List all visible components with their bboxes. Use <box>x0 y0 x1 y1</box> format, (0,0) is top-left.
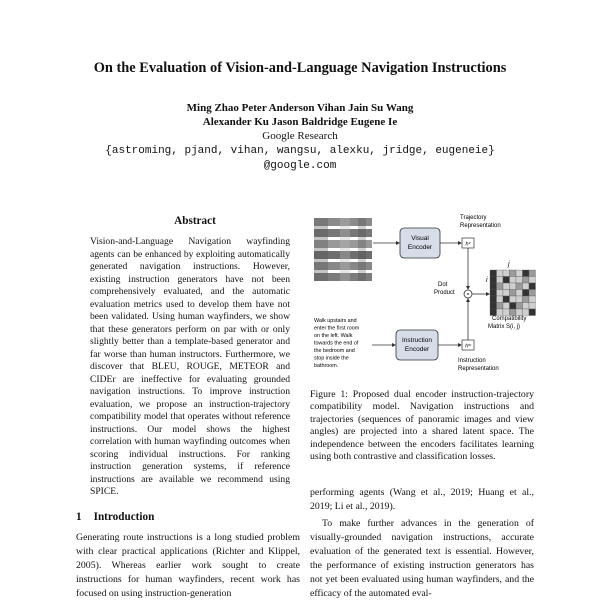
matrix-cell <box>516 277 523 284</box>
matrix-cell <box>510 283 517 290</box>
abstract-paragraph: Vision-and-Language Navigation wayfinding agents can be enhanced by exploiting automatically generated navigation instructions. However, existing instruction generators have not been comprehensively evaluated, and the automatic evaluation metrics used to develop them have not been validated. Using human wayfinders, we show that these generators perform on par with or only slightly better than a template-based generator and far worse than human instructors. Furthermore, we discover that BLEU, ROUGE, METEOR and CIDEr are ineffective for evaluating grounded navigation instructions. To improve instruction evaluation, we propose an instruction-trajectory compatibility model that operates without reference instructions. Our model shows the highest correlation with human wayfinding outcomes when scoring individual instructions. For ranking instruction generation systems, if reference instructions are available we recommend using SPICE. <box>90 236 290 497</box>
intro-text-right-1 <box>310 486 534 514</box>
matrix-cell <box>503 303 510 310</box>
matrix-cell <box>516 290 523 297</box>
figure-1 <box>310 210 550 380</box>
matrix-cell <box>510 290 517 297</box>
authors-line-2: Alexander Ku Jason Baldridge Eugene Ie <box>202 116 398 128</box>
matrix-cell <box>516 283 523 290</box>
compat-label-1: Compatibility <box>492 316 527 322</box>
compatibility-matrix <box>490 270 536 316</box>
instruction-encoder-label-2: Encoder <box>404 346 430 353</box>
matrix-cell <box>516 303 523 310</box>
paper-title: On the Evaluation of Vision-and-Language Navigation Instructions <box>93 60 507 76</box>
instruction-line: on the left. Walk <box>314 333 353 339</box>
intro-paragraph-left: Generating route instructions is a long studied problem with clear practical applications (Richter and Klippel, 2005). Whereas earlier work sought to create instructions for human wayfinders, recent work has focused on using instruction-generation <box>76 532 300 599</box>
matrix-cell <box>503 277 510 284</box>
intro-paragraph-right-1: performing agents (Wang et al., 2019; Huang et al., 2019; Li et al., 2019). <box>310 487 534 512</box>
hw-symbol: hʷ <box>465 343 471 350</box>
matrix-cell <box>510 296 517 303</box>
matrix-cell <box>516 270 523 277</box>
intro-paragraph-right-2: To make further advances in the generation of visually-grounded navigation instructions, accurate evaluation of the generated text is essential. However, the performance of existing instruction generators has not yet been evaluated using human wayfinders, and the efficacy of the automated eval- <box>310 518 534 599</box>
matrix-cell <box>490 283 497 290</box>
matrix-cell <box>497 303 504 310</box>
panorama-images <box>314 218 372 281</box>
authors-line-1: Ming Zhao Peter Anderson Vihan Jain Su Wang <box>186 102 414 114</box>
matrix-cell <box>523 296 530 303</box>
trajectory-label-2: Representation <box>460 223 501 229</box>
matrix-cell <box>510 270 517 277</box>
instruction-rep-label-2: Representation <box>458 366 499 372</box>
instruction-line: Walk upstairs and <box>314 318 357 324</box>
matrix-cell <box>523 290 530 297</box>
matrix-cell <box>529 309 536 316</box>
matrix-cell <box>523 309 530 316</box>
matrix-cell <box>497 296 504 303</box>
matrix-cell <box>497 309 504 316</box>
instruction-rep-label-1: Instruction <box>458 358 486 364</box>
matrix-cell <box>490 296 497 303</box>
matrix-cell <box>529 296 536 303</box>
matrix-cell <box>497 290 504 297</box>
matrix-j-label: j <box>508 261 510 268</box>
section-title: Introduction <box>93 511 155 523</box>
matrix-cell <box>529 283 536 290</box>
intro-text-right-2 <box>310 517 534 601</box>
matrix-cell <box>510 303 517 310</box>
trajectory-label-1: Trajectory <box>460 215 487 221</box>
visual-encoder-label-2: Encoder <box>407 244 433 251</box>
abstract-text <box>90 236 290 499</box>
matrix-cell <box>523 283 530 290</box>
matrix-cell <box>523 303 530 310</box>
matrix-cell <box>503 309 510 316</box>
matrix-cell <box>497 277 504 284</box>
section-number: 1 <box>76 511 82 523</box>
dot-product-label-1: Dot <box>438 282 448 288</box>
caption-text: Figure 1: Proposed dual encoder instruction-trajectory compatibility model. Navigation instructions and trajectories (sequences of panoramic images and view angles) are projected into a shared latent space. The independence between the encoders facilitates learning using both contrastive and classification losses. <box>310 389 534 463</box>
matrix-cell <box>529 290 536 297</box>
matrix-cell <box>516 296 523 303</box>
matrix-cell <box>529 270 536 277</box>
matrix-cell <box>497 270 504 277</box>
section-heading <box>76 511 154 523</box>
instruction-line: enter the first room <box>314 325 360 332</box>
email-line-2: @google.com <box>263 160 337 172</box>
matrix-i-label: i <box>486 277 488 284</box>
matrix-cell <box>510 277 517 284</box>
dot-product-label-2: Product <box>434 290 455 296</box>
matrix-cell <box>490 290 497 297</box>
matrix-cell <box>516 309 523 316</box>
matrix-cell <box>529 277 536 284</box>
matrix-cell <box>490 303 497 310</box>
instruction-line: bathroom. <box>314 363 339 369</box>
hv-symbol: hᵛ <box>465 241 471 248</box>
instruction-line: the bedroom and <box>314 348 355 354</box>
matrix-cell <box>503 290 510 297</box>
compat-label-2: Matrix S(i, j) <box>488 324 520 330</box>
matrix-cell <box>497 283 504 290</box>
figure-caption <box>310 389 534 463</box>
instruction-line: stop inside the <box>314 355 349 362</box>
matrix-cell <box>503 270 510 277</box>
matrix-cell <box>490 309 497 316</box>
instruction-line: towards the end of <box>314 340 359 347</box>
instruction-encoder-label-1: Instruction <box>402 337 432 344</box>
email-line-1: {astroming, pjand, vihan, wangsu, alexku, jridge, eugeneie} <box>105 145 495 157</box>
matrix-cell <box>523 277 530 284</box>
intro-text-left <box>76 531 300 601</box>
instruction-example <box>314 318 360 369</box>
matrix-cell <box>529 303 536 310</box>
matrix-cell <box>490 270 497 277</box>
matrix-cell <box>490 277 497 284</box>
matrix-cell <box>503 283 510 290</box>
matrix-cell <box>510 309 517 316</box>
visual-encoder-label-1: Visual <box>411 235 429 242</box>
affiliation: Google Research <box>262 130 338 142</box>
matrix-cell <box>503 296 510 303</box>
abstract-heading: Abstract <box>174 215 216 227</box>
matrix-cell <box>523 270 530 277</box>
